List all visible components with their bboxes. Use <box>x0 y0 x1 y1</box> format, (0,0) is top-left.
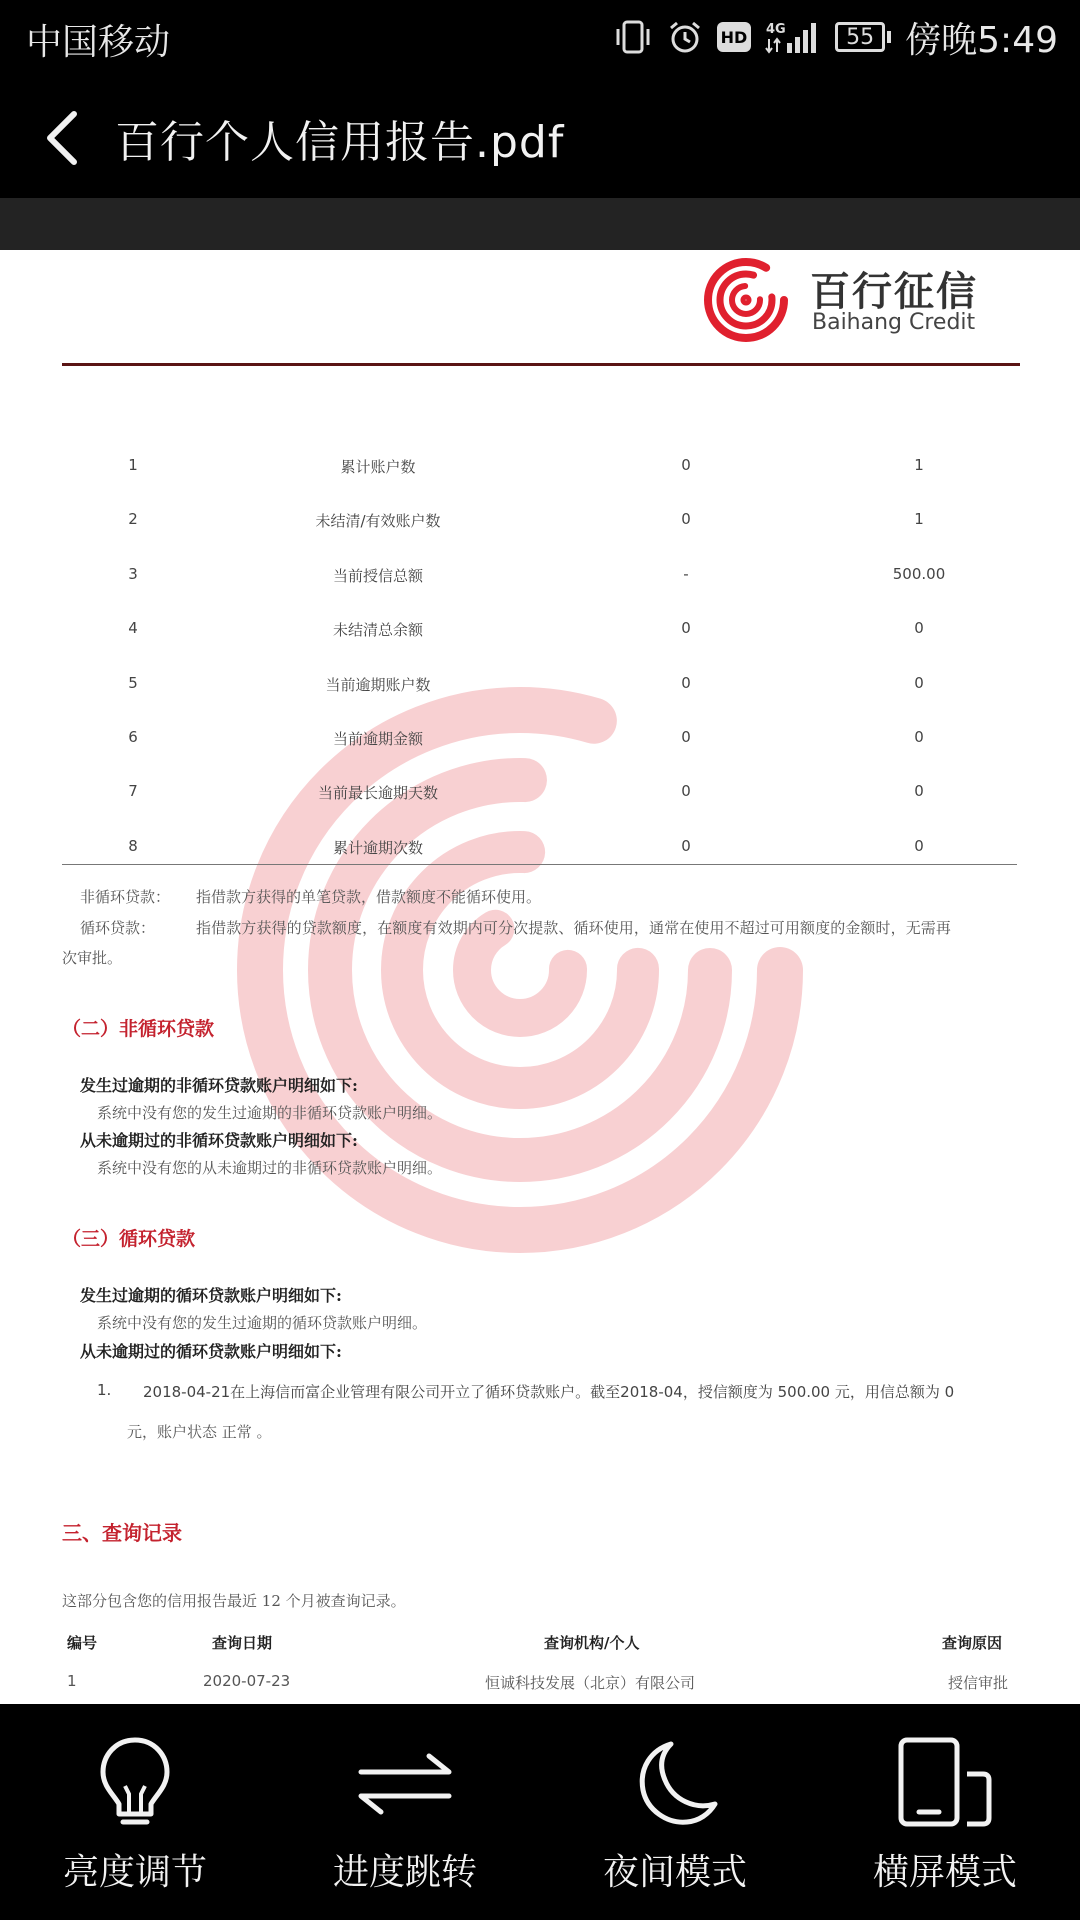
definition-text-non-revolving: 指借款方获得的单笔贷款，借款额度不能循环使用。 <box>196 888 542 906</box>
summary-table-row <box>0 772 1080 812</box>
summary-cell-value-a: - <box>683 564 689 583</box>
landscape-mode-button[interactable] <box>810 1704 1080 1920</box>
summary-cell-item: 当前最长逾期天数 <box>317 784 439 803</box>
back-arrow-icon <box>30 98 110 178</box>
moon-icon <box>625 1734 725 1834</box>
definition-text-revolving: 指借款方获得的贷款额度，在额度有效期内可分次提款、循环使用，通常在使用不超过可用额度的金额时，无需再 <box>196 919 952 937</box>
carrier-name: 中国移动 <box>26 22 171 63</box>
summary-cell-value-b: 0 <box>914 619 924 638</box>
rotate-screen-icon <box>895 1734 995 1834</box>
page-gap <box>0 198 1080 250</box>
query-header-date: 查询日期 <box>212 1634 273 1652</box>
revolving-account-item-line-1: 2018-04-21在上海信而富企业管理有限公司开立了循环贷款账户。截至2018-04，授信额度为 500.00 元，用信总额为 0 <box>143 1383 955 1401</box>
query-row-date: 2020-07-23 <box>203 1672 291 1690</box>
summary-cell-no: 2 <box>128 510 138 529</box>
query-row-reason: 授信审批 <box>948 1674 1009 1692</box>
lightbulb-icon <box>85 1734 185 1834</box>
non-revolving-overdue-title: 发生过逾期的非循环贷款账户明细如下: <box>80 1076 358 1095</box>
revolving-never-overdue-title: 从未逾期过的循环贷款账户明细如下: <box>80 1342 342 1361</box>
summary-table-bottom-rule <box>62 864 1017 865</box>
summary-table-row <box>0 664 1080 704</box>
alarm-icon <box>667 19 703 55</box>
revolving-account-item-no: 1. <box>97 1381 112 1399</box>
summary-cell-value-a: 0 <box>681 782 691 801</box>
summary-table-row <box>0 609 1080 649</box>
clock: 傍晚5:49 <box>905 19 1058 61</box>
status-bar <box>0 0 1080 76</box>
baihang-logo <box>700 254 990 346</box>
jump-progress-label: 进度跳转 <box>332 1852 477 1893</box>
summary-cell-value-b: 0 <box>914 782 924 801</box>
hd-icon <box>717 22 751 52</box>
summary-cell-item: 未结清/有效账户数 <box>315 512 441 531</box>
pdf-page[interactable] <box>0 250 1080 1704</box>
summary-cell-value-b: 500.00 <box>892 564 946 583</box>
summary-cell-value-b: 0 <box>914 673 924 692</box>
night-mode-label: 夜间模式 <box>602 1852 747 1893</box>
query-records-intro: 这部分包含您的信用报告最近 12 个月被查询记录。 <box>62 1592 406 1610</box>
definition-text-revolving-cont: 次审批。 <box>62 949 123 967</box>
signal-icon <box>765 19 821 55</box>
document-title: 百行个人信用报告.pdf <box>115 117 565 168</box>
summary-cell-value-b: 0 <box>914 836 924 855</box>
summary-table-row <box>0 555 1080 595</box>
header-divider <box>62 363 1020 366</box>
jump-progress-button[interactable] <box>270 1704 540 1920</box>
summary-cell-value-b: 1 <box>914 510 924 529</box>
summary-cell-value-a: 0 <box>681 510 691 529</box>
baihang-logo-icon <box>700 254 796 346</box>
swap-arrows-icon <box>355 1734 455 1834</box>
query-header-org: 查询机构/个人 <box>544 1634 640 1652</box>
brightness-button[interactable] <box>0 1704 270 1920</box>
logo-text-cn: 百行征信 <box>810 269 978 315</box>
summary-table-row <box>0 446 1080 486</box>
app-bar <box>0 76 1080 198</box>
summary-cell-no: 7 <box>128 782 138 801</box>
revolving-overdue-text: 系统中没有您的发生过逾期的循环贷款账户明细。 <box>97 1314 428 1332</box>
brightness-label: 亮度调节 <box>62 1852 207 1893</box>
definition-label-revolving: 循环贷款： <box>80 919 156 937</box>
summary-cell-no: 1 <box>128 456 138 474</box>
summary-cell-item: 未结清总余额 <box>332 621 424 640</box>
summary-cell-item: 累计逾期次数 <box>332 838 424 857</box>
network-type: 4G <box>766 22 786 37</box>
non-revolving-never-overdue-title: 从未逾期过的非循环贷款账户明细如下: <box>80 1131 358 1150</box>
summary-table-row <box>0 827 1080 867</box>
query-header-reason: 查询原因 <box>942 1634 1003 1652</box>
section-heading-query-records: 三、查询记录 <box>62 1521 182 1545</box>
summary-cell-value-a: 0 <box>681 673 691 692</box>
summary-cell-item: 当前逾期账户数 <box>325 675 431 694</box>
summary-cell-no: 3 <box>128 564 138 583</box>
summary-cell-value-a: 0 <box>681 619 691 638</box>
non-revolving-overdue-text: 系统中没有您的发生过逾期的非循环贷款账户明细。 <box>97 1104 443 1122</box>
bottom-toolbar <box>0 1704 1080 1920</box>
summary-cell-value-b: 0 <box>914 728 924 746</box>
summary-table-row <box>0 500 1080 540</box>
battery-level: 55 <box>835 22 885 52</box>
vibrate-icon <box>613 19 653 55</box>
summary-table-row <box>0 718 1080 758</box>
non-revolving-never-overdue-text: 系统中没有您的从未逾期过的非循环贷款账户明细。 <box>97 1159 443 1177</box>
summary-cell-no: 8 <box>128 836 138 855</box>
summary-cell-value-a: 0 <box>681 728 691 746</box>
hd-badge-text: HD <box>720 28 748 47</box>
summary-cell-item: 当前逾期金额 <box>332 730 424 748</box>
night-mode-button[interactable] <box>540 1704 810 1920</box>
query-row-no: 1 <box>67 1672 77 1690</box>
definition-label-non-revolving: 非循环贷款： <box>80 888 171 906</box>
status-icons <box>613 12 1058 62</box>
summary-cell-no: 5 <box>128 673 138 692</box>
section-heading-revolving: （三）循环贷款 <box>62 1228 196 1250</box>
summary-cell-no: 4 <box>128 619 138 638</box>
summary-cell-value-a: 0 <box>681 836 691 855</box>
summary-cell-value-b: 1 <box>914 456 924 474</box>
logo-text-en: Baihang Credit <box>812 310 976 335</box>
summary-cell-no: 6 <box>128 728 138 746</box>
query-row-org: 恒诚科技发展（北京）有限公司 <box>485 1674 696 1692</box>
revolving-overdue-title: 发生过逾期的循环贷款账户明细如下: <box>80 1286 342 1305</box>
revolving-account-item-line-2: 元，账户状态 正常 。 <box>127 1423 272 1441</box>
landscape-mode-label: 横屏模式 <box>872 1852 1017 1893</box>
summary-cell-item: 累计账户数 <box>340 458 416 476</box>
section-heading-non-revolving: （二）非循环贷款 <box>62 1018 215 1040</box>
summary-cell-value-a: 0 <box>681 456 691 474</box>
query-header-no: 编号 <box>67 1634 98 1652</box>
back-button[interactable] <box>30 98 110 178</box>
battery-icon <box>835 22 891 52</box>
summary-cell-item: 当前授信总额 <box>332 566 424 585</box>
